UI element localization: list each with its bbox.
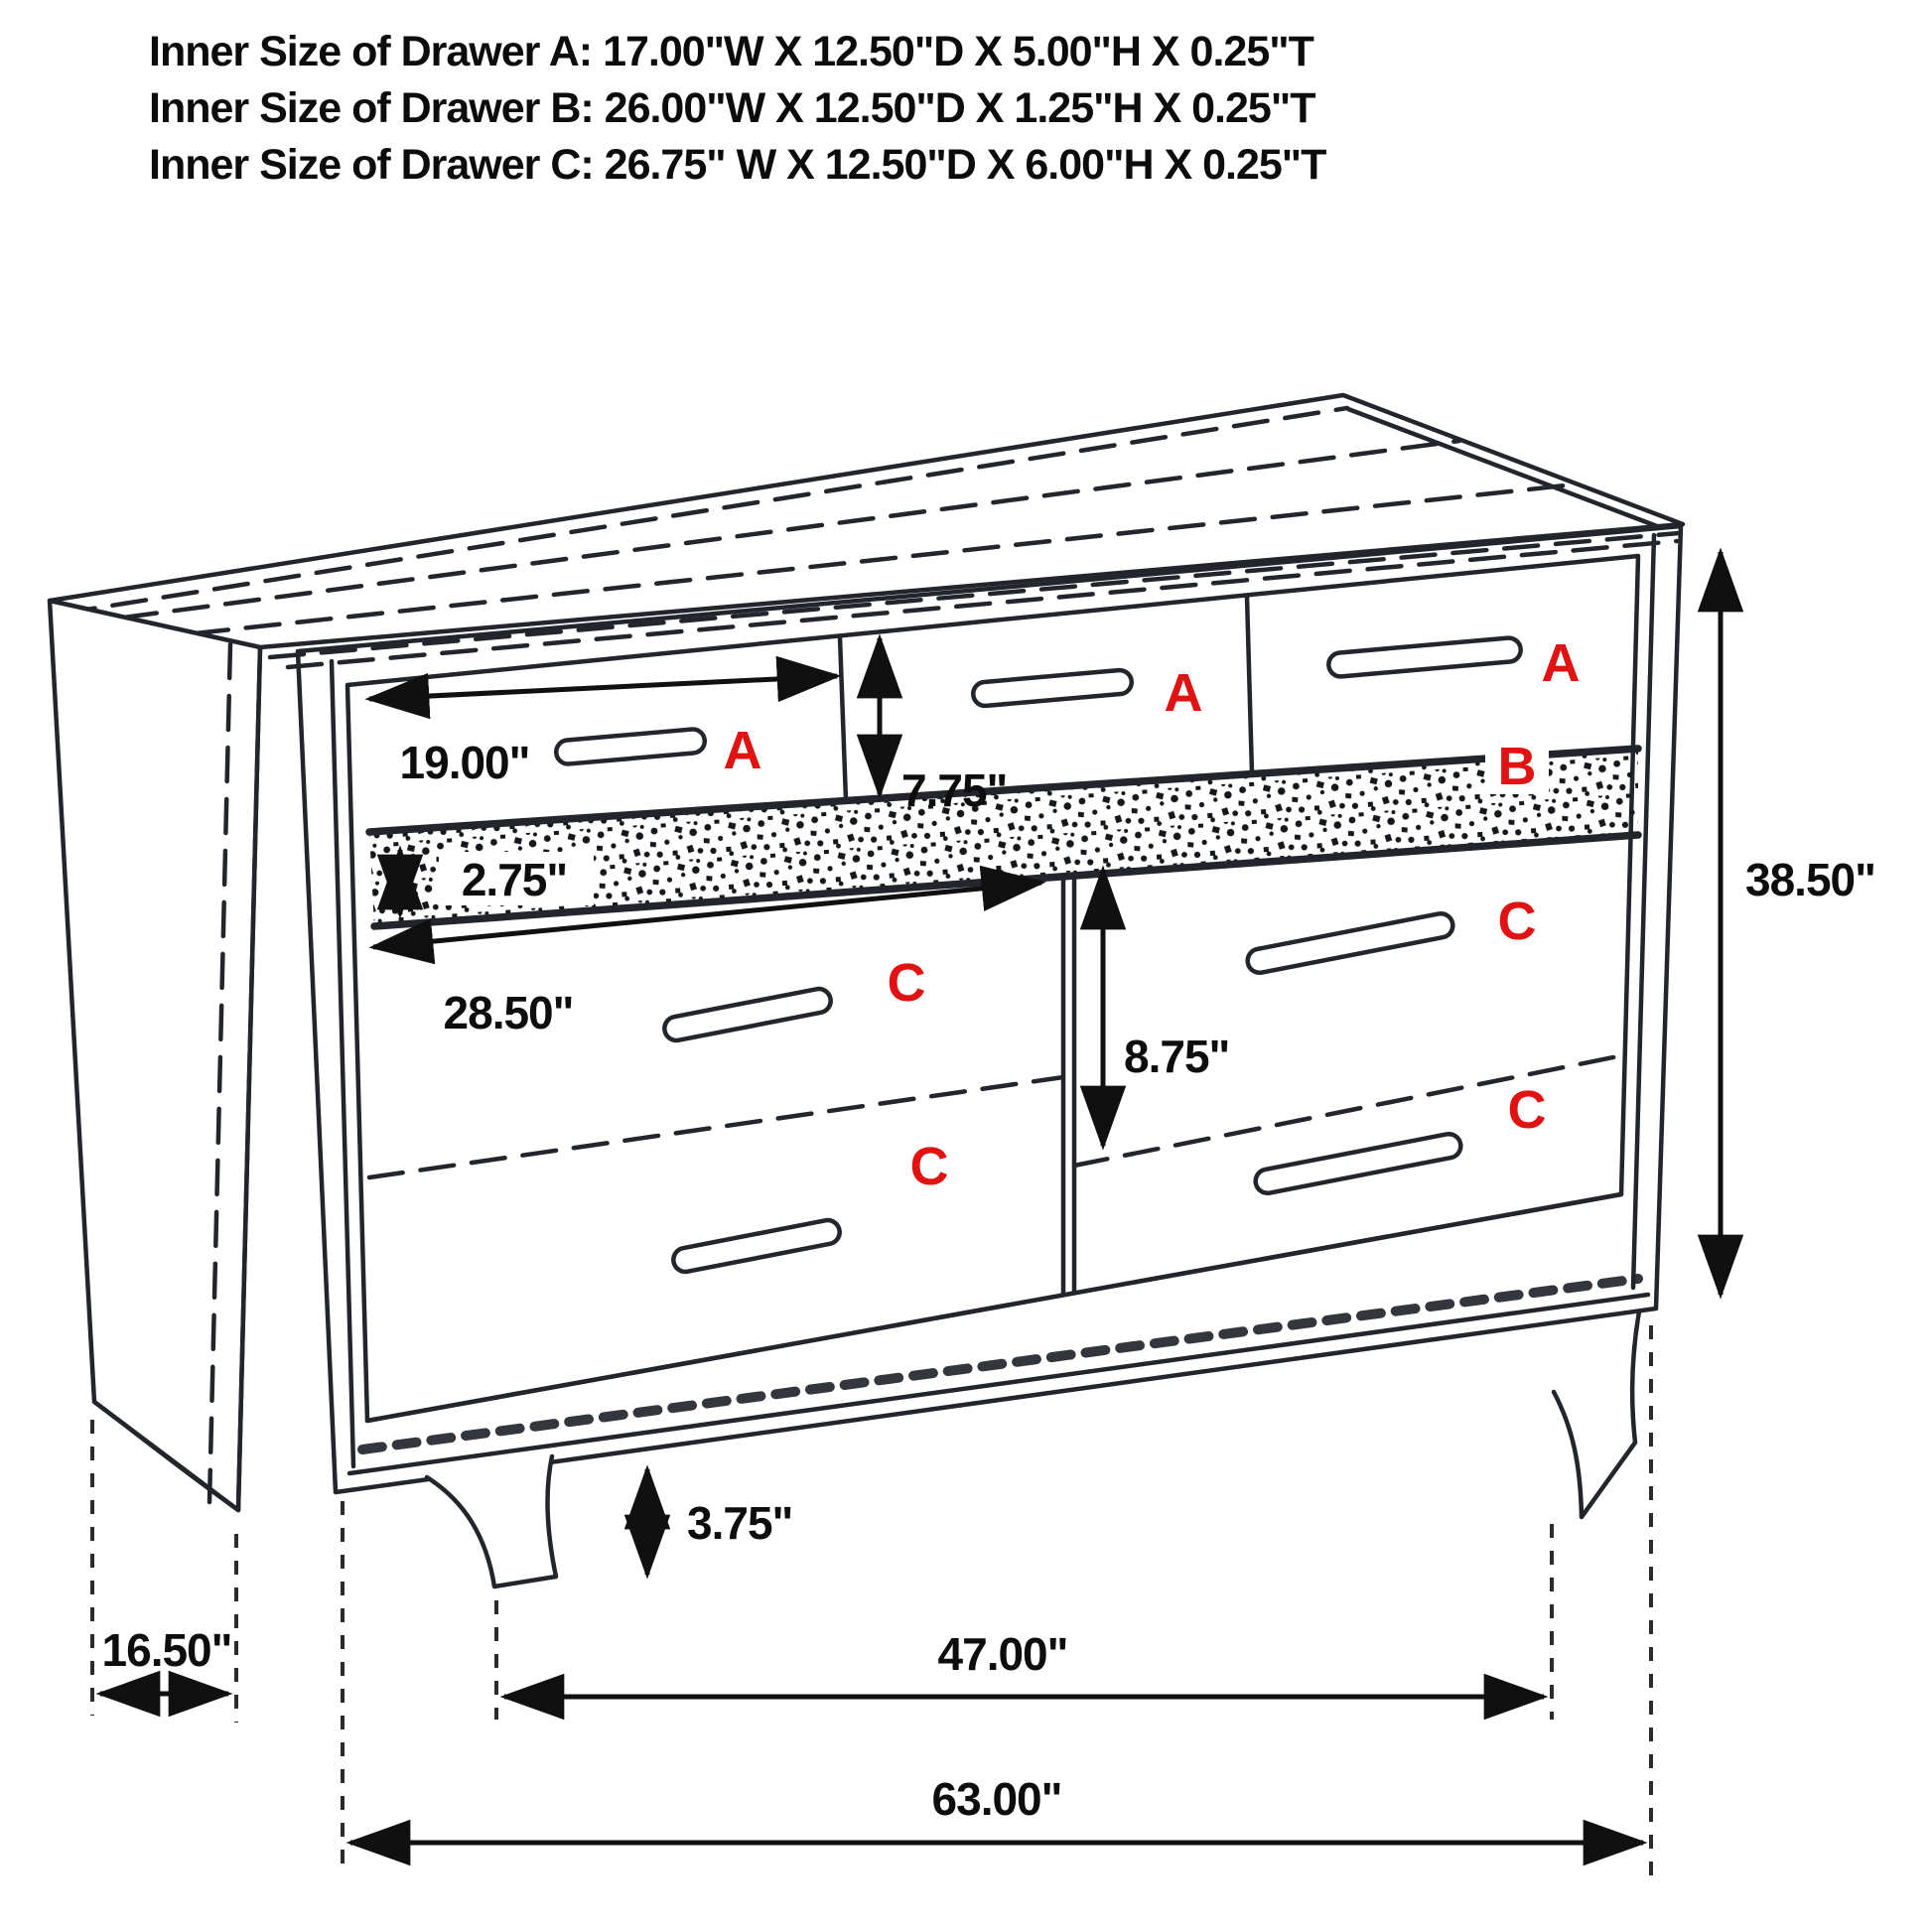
dim-leg-span [504, 1628, 1544, 1697]
label-drawer-a-right: A [1541, 633, 1581, 693]
side-panel [50, 601, 260, 1510]
dim-side-depth-label: 16.50" [101, 1624, 232, 1676]
dim-total-height [1721, 552, 1875, 1295]
dim-total-width-label: 63.00" [931, 1773, 1062, 1825]
dim-leg-height-label: 3.75" [687, 1497, 793, 1549]
title-line-drawer-a: Inner Size of Drawer A: 17.00"W X 12.50"D X 5.00"H X 0.25"T [149, 28, 1313, 75]
dim-drawer-c-width-label: 28.50" [443, 987, 574, 1038]
front-right-foot [1554, 1311, 1639, 1517]
dresser-sketch [50, 395, 1683, 1587]
label-drawer-c-right-top: C [1497, 892, 1537, 951]
dim-leg-height [647, 1469, 792, 1575]
dim-total-width [350, 1773, 1643, 1843]
label-drawer-b: B [1497, 737, 1537, 796]
label-drawer-a-left: A [723, 721, 762, 780]
label-drawer-a-middle: A [1164, 663, 1203, 723]
dim-strip-height-label: 2.75" [461, 854, 568, 905]
front-left-foot [427, 1456, 556, 1587]
label-drawer-c-left-bottom: C [909, 1137, 949, 1196]
dim-leg-span-label: 47.00" [937, 1628, 1068, 1680]
dim-total-height-label: 38.50" [1745, 854, 1875, 905]
dim-drawer-a-height-label: 7.75" [901, 764, 1008, 816]
dim-side-depth [100, 1624, 231, 1694]
dim-drawer-a-width-label: 19.00" [399, 737, 530, 788]
title-line-drawer-c: Inner Size of Drawer C: 26.75" W X 12.50"D X 6.00"H X 0.25"T [149, 141, 1326, 189]
label-drawer-c-left-top: C [887, 953, 926, 1013]
title-line-drawer-b: Inner Size of Drawer B: 26.00"W X 12.50"D X 1.25"H X 0.25"T [149, 84, 1315, 132]
label-drawer-c-right-bottom: C [1507, 1080, 1547, 1140]
dim-drawer-c-height-label: 8.75" [1124, 1031, 1230, 1082]
